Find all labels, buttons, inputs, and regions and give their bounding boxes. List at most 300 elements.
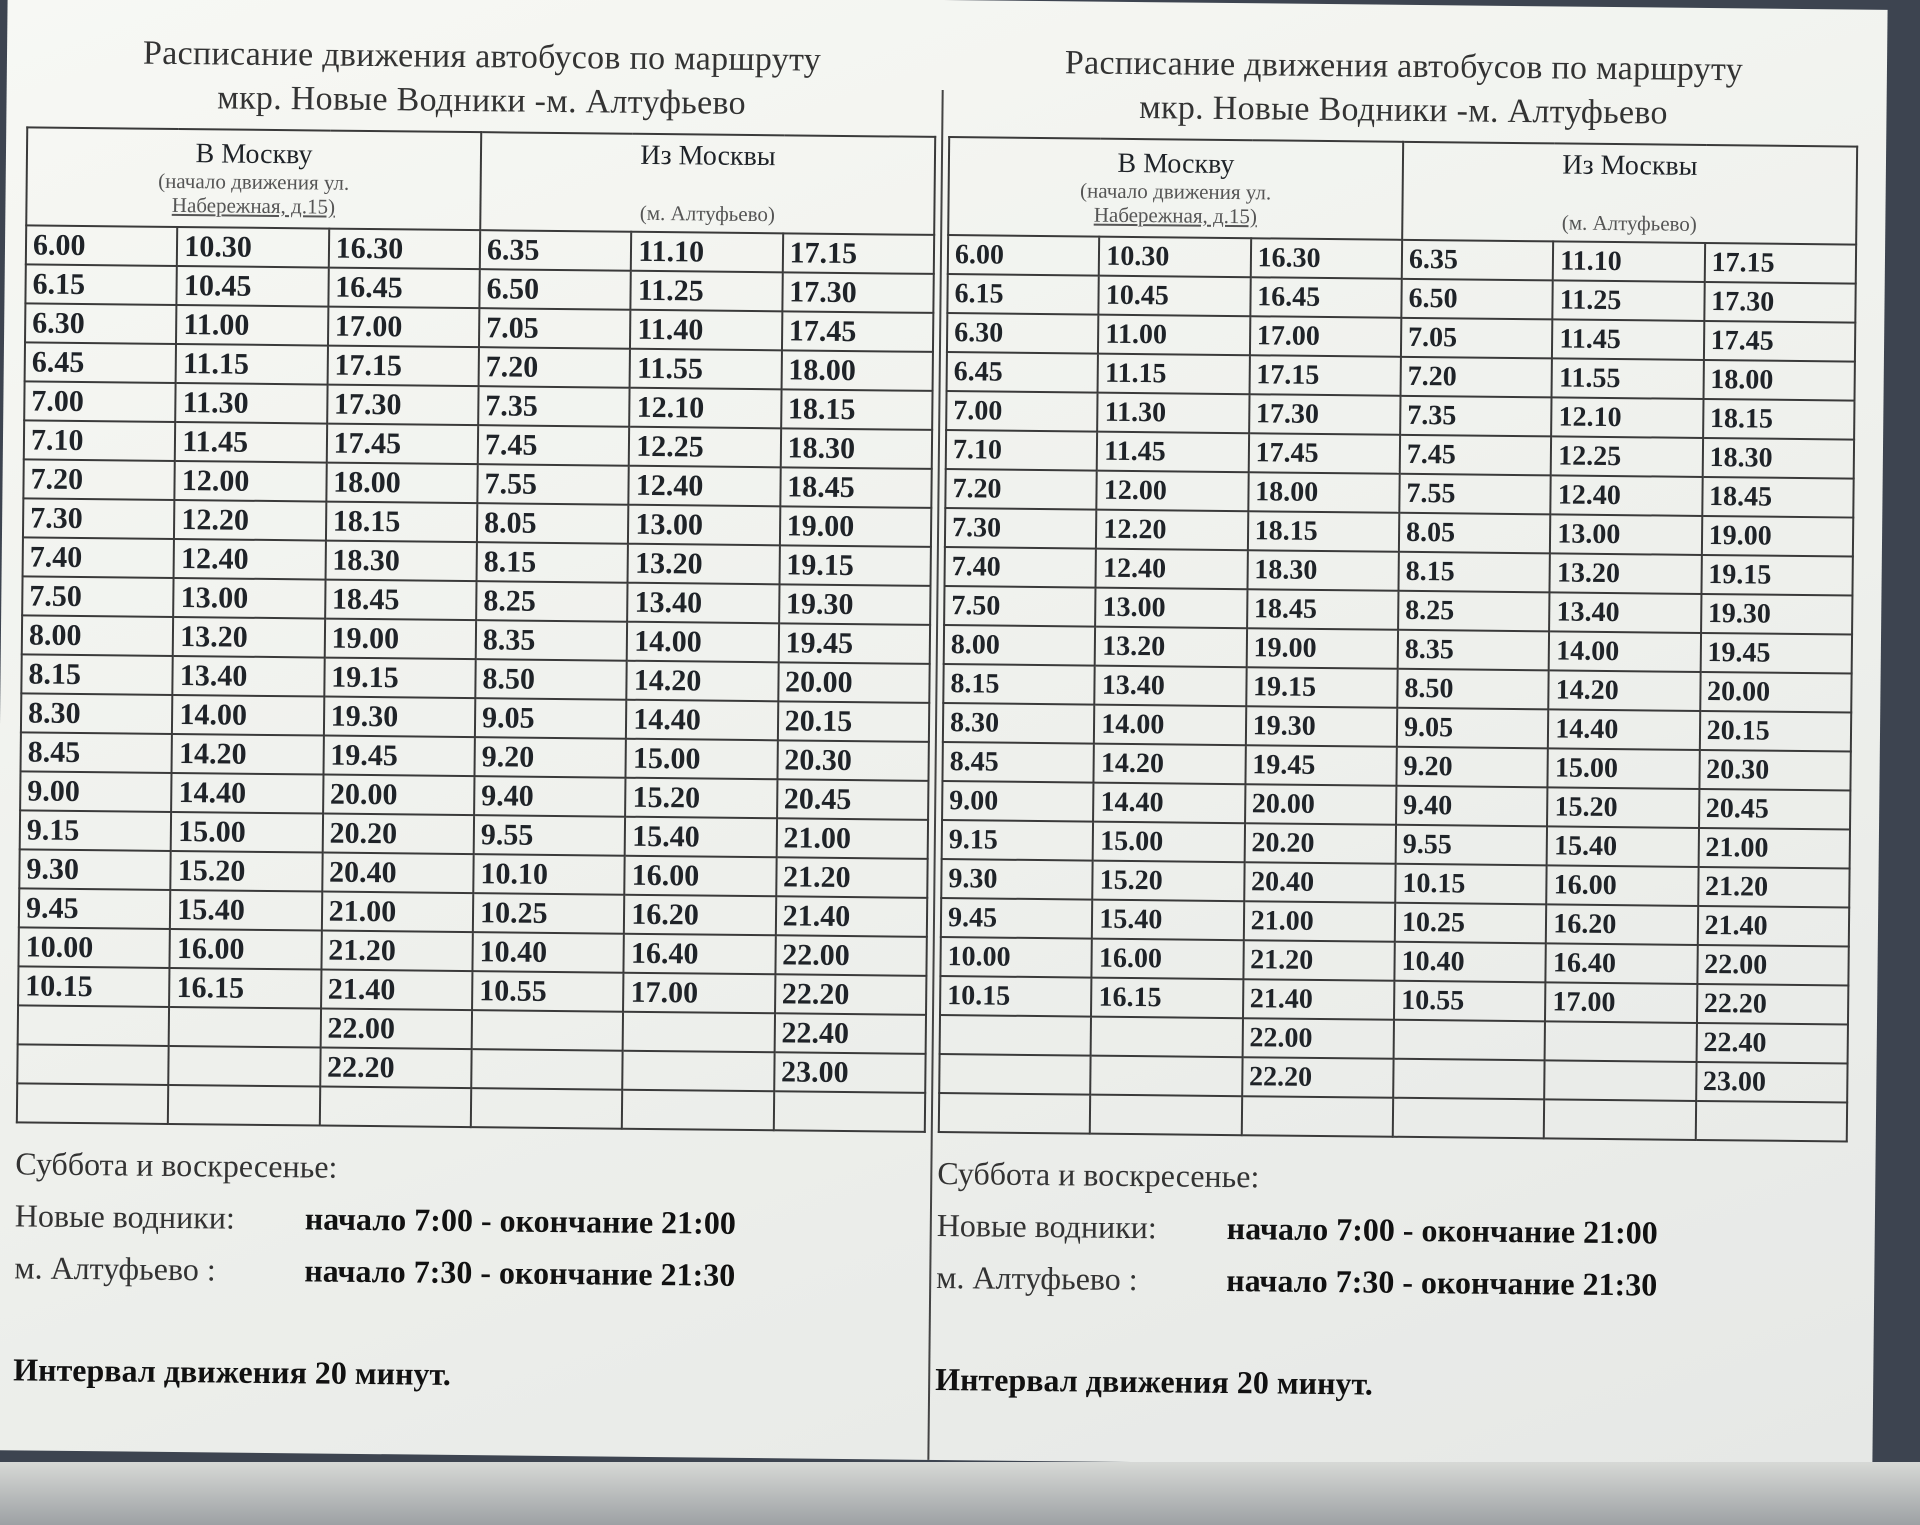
from-moscow-time-cell: 15.20 (625, 778, 777, 819)
to-moscow-time-cell: 15.00 (1093, 822, 1245, 863)
from-moscow-time-cell (623, 1012, 775, 1053)
to-moscow-time-cell: 18.15 (326, 502, 478, 543)
from-moscow-time-cell: 23.00 (774, 1052, 926, 1093)
to-moscow-time-cell: 13.40 (1095, 666, 1247, 707)
from-moscow-time-cell: 12.25 (629, 427, 781, 468)
from-moscow-time-cell: 20.15 (1699, 711, 1851, 752)
to-moscow-time-cell: 11.00 (1098, 315, 1250, 356)
to-moscow-time-cell: 21.40 (1243, 979, 1395, 1020)
to-moscow-time-cell: 7.50 (22, 576, 174, 617)
from-moscow-time-cell: 14.00 (627, 622, 779, 663)
from-moscow-time-cell: 19.45 (778, 623, 930, 664)
to-moscow-time-cell: 13.00 (173, 578, 325, 619)
to-moscow-time-cell: 20.00 (323, 775, 475, 816)
to-moscow-time-cell: 8.30 (943, 703, 1095, 744)
from-moscow-time-cell: 15.40 (625, 817, 777, 858)
to-moscow-time-cell: 22.00 (1242, 1018, 1394, 1059)
weekend-row2-value: начало 7:30 - окончание 21:30 (1226, 1262, 1658, 1303)
from-moscow-time-cell: 11.10 (1553, 241, 1705, 282)
empty-cell (17, 1083, 169, 1124)
from-moscow-time-cell: 9.55 (1396, 825, 1548, 866)
to-moscow-time-cell: 12.40 (174, 539, 326, 580)
to-moscow-time-cell: 18.00 (326, 463, 478, 504)
from-moscow-time-cell: 13.00 (1550, 514, 1702, 555)
to-moscow-time-cell: 8.00 (944, 625, 1096, 666)
from-moscow-time-cell: 21.20 (1698, 867, 1850, 908)
empty-cell (1090, 1095, 1242, 1136)
from-moscow-time-cell: 12.25 (1551, 436, 1703, 477)
from-moscow-time-cell: 13.20 (1550, 553, 1702, 594)
to-moscow-time-cell: 13.20 (173, 617, 325, 658)
to-moscow-time-cell: 6.15 (947, 274, 1099, 315)
from-moscow-time-cell: 13.40 (627, 583, 779, 624)
from-moscow-time-cell: 18.45 (780, 467, 932, 508)
to-moscow-time-cell: 11.30 (176, 383, 328, 424)
to-moscow-time-cell: 7.10 (946, 430, 1098, 471)
title-line-2: мкр. Новые Водники -м. Алтуфьево (1139, 89, 1669, 132)
from-moscow-time-cell: 6.35 (1402, 240, 1554, 281)
from-moscow-time-cell (1545, 1021, 1697, 1062)
from-moscow-time-cell: 11.40 (630, 310, 782, 351)
to-moscow-time-cell: 20.40 (322, 853, 474, 894)
from-moscow-time-cell: 17.45 (782, 311, 934, 352)
from-moscow-time-cell: 8.25 (476, 581, 628, 622)
to-moscow-time-cell: 18.00 (1248, 472, 1400, 513)
to-moscow-label: В Москву (195, 138, 313, 171)
to-moscow-time-cell: 17.00 (1250, 316, 1402, 357)
to-moscow-time-cell: 14.00 (172, 695, 324, 736)
weekend-row2-label: м. Алтуфьево : (936, 1258, 1138, 1298)
from-moscow-time-cell: 14.20 (1549, 670, 1701, 711)
from-moscow-time-cell: 12.10 (1551, 397, 1703, 438)
from-moscow-time-cell: 21.20 (776, 857, 928, 898)
from-moscow-time-cell: 7.35 (1400, 396, 1552, 437)
from-moscow-time-cell: 19.45 (1700, 633, 1852, 674)
empty-cell (1695, 1101, 1847, 1142)
to-moscow-time-cell: 17.45 (326, 424, 478, 465)
to-moscow-time-cell: 6.30 (947, 313, 1099, 354)
from-moscow-time-cell: 11.55 (1552, 358, 1704, 399)
from-moscow-time-cell: 10.55 (1394, 981, 1546, 1022)
weekend-row2-label: м. Алтуфьево : (14, 1249, 216, 1288)
to-moscow-time-cell: 17.00 (328, 307, 480, 348)
weekend-heading: Суббота и воскресенье: (15, 1145, 338, 1185)
to-moscow-time-cell: 21.20 (321, 931, 473, 972)
to-moscow-time-cell: 6.00 (26, 225, 178, 266)
from-moscow-time-cell: 10.55 (472, 971, 624, 1012)
to-moscow-time-cell: 20.20 (322, 814, 474, 855)
to-moscow-time-cell: 16.30 (1250, 238, 1402, 279)
to-moscow-time-cell: 15.20 (171, 851, 323, 892)
to-moscow-time-cell: 16.45 (1250, 277, 1402, 318)
from-moscow-time-cell: 10.25 (1395, 903, 1547, 944)
to-moscow-time-cell: 19.45 (323, 736, 475, 777)
empty-cell (1241, 1096, 1393, 1137)
from-moscow-time-cell (623, 1051, 775, 1092)
to-moscow-time-cell: 18.15 (1248, 511, 1400, 552)
to-moscow-time-cell: 7.40 (945, 547, 1097, 588)
interval-note: Интервал движения 20 минут. (935, 1360, 1373, 1402)
empty-cell (939, 1093, 1091, 1134)
empty-cell (1544, 1099, 1696, 1140)
weekend-row1-label: Новые водники: (936, 1206, 1157, 1246)
to-moscow-time-cell: 10.45 (177, 266, 329, 307)
to-moscow-time-cell: 10.15 (18, 966, 170, 1007)
to-moscow-time-cell: 19.00 (324, 619, 476, 660)
weekend-row1-label: Новые водники: (14, 1197, 236, 1236)
from-moscow-sub: (м. Алтуфьево) (1561, 210, 1697, 236)
from-moscow-time-cell: 15.00 (1548, 748, 1700, 789)
from-moscow-time-cell: 9.20 (1396, 747, 1548, 788)
to-moscow-time-cell: 10.00 (940, 937, 1092, 978)
from-moscow-time-cell: 22.40 (1696, 1023, 1848, 1064)
to-moscow-time-cell: 20.00 (1245, 784, 1397, 825)
from-moscow-time-cell: 7.35 (478, 386, 630, 427)
from-moscow-time-cell: 16.00 (625, 856, 777, 897)
to-moscow-time-cell: 9.15 (942, 820, 1094, 861)
to-moscow-time-cell: 9.45 (941, 898, 1093, 939)
to-moscow-time-cell (940, 1015, 1092, 1056)
from-moscow-time-cell: 18.00 (1703, 360, 1855, 401)
from-moscow-time-cell: 19.00 (780, 506, 932, 547)
to-moscow-time-cell: 19.15 (1246, 667, 1398, 708)
interval-note: Интервал движения 20 минут. (13, 1351, 452, 1392)
from-moscow-time-cell: 21.40 (775, 896, 927, 937)
to-moscow-time-cell: 20.40 (1244, 862, 1396, 903)
to-moscow-time-cell: 10.00 (18, 927, 170, 968)
from-moscow-time-cell: 14.40 (626, 700, 778, 741)
to-moscow-time-cell: 12.00 (175, 461, 327, 502)
from-moscow-time-cell: 7.05 (1401, 318, 1553, 359)
to-moscow-time-cell: 12.40 (1096, 549, 1248, 590)
to-moscow-time-cell: 16.15 (169, 968, 321, 1009)
to-moscow-time-cell: 14.20 (172, 734, 324, 775)
from-moscow-time-cell: 9.40 (1396, 786, 1548, 827)
from-moscow-time-cell: 19.30 (779, 584, 931, 625)
to-moscow-time-cell (1091, 1017, 1243, 1058)
to-moscow-time-cell: 8.45 (942, 742, 1094, 783)
from-moscow-time-cell: 7.55 (477, 464, 629, 505)
to-moscow-time-cell: 7.00 (24, 381, 176, 422)
to-moscow-label: В Москву (1117, 147, 1235, 181)
to-moscow-time-cell: 6.45 (25, 342, 177, 383)
from-moscow-time-cell: 6.35 (480, 230, 632, 271)
to-moscow-time-cell: 18.45 (1247, 589, 1399, 630)
to-moscow-time-cell: 12.20 (174, 500, 326, 541)
from-moscow-time-cell (471, 1049, 623, 1090)
to-moscow-time-cell: 18.45 (325, 580, 477, 621)
to-moscow-time-cell (169, 1046, 321, 1087)
to-moscow-time-cell: 16.00 (170, 929, 322, 970)
to-moscow-time-cell: 7.30 (945, 508, 1097, 549)
to-moscow-time-cell: 10.15 (940, 976, 1092, 1017)
to-moscow-time-cell: 8.45 (21, 732, 173, 773)
from-moscow-time-cell: 9.05 (475, 698, 627, 739)
from-moscow-time-cell: 8.15 (477, 542, 629, 583)
to-moscow-time-cell: 8.15 (21, 654, 173, 695)
from-moscow-time-cell: 9.55 (474, 815, 626, 856)
to-moscow-time-cell: 22.20 (320, 1048, 472, 1089)
from-moscow-time-cell: 16.40 (624, 934, 776, 975)
to-moscow-time-cell: 17.30 (327, 385, 479, 426)
from-moscow-time-cell: 19.15 (779, 545, 931, 586)
title-line-1: Расписание движения автобусов по маршруту (1064, 44, 1744, 89)
from-moscow-time-cell: 20.30 (1699, 750, 1851, 791)
to-moscow-time-cell: 10.30 (1099, 237, 1251, 278)
from-moscow-time-cell: 21.40 (1697, 906, 1849, 947)
from-moscow-time-cell: 10.15 (1395, 864, 1547, 905)
from-moscow-time-cell: 15.00 (626, 739, 778, 780)
from-moscow-time-cell: 11.25 (1553, 280, 1705, 321)
to-moscow-time-cell: 6.30 (25, 303, 177, 344)
from-moscow-header (480, 132, 935, 235)
from-moscow-time-cell: 6.50 (479, 269, 631, 310)
from-moscow-time-cell: 16.40 (1546, 943, 1698, 984)
from-moscow-time-cell: 22.00 (775, 935, 927, 976)
to-moscow-time-cell: 15.40 (1092, 900, 1244, 941)
from-moscow-time-cell: 14.00 (1549, 631, 1701, 672)
from-moscow-time-cell: 7.45 (1400, 435, 1552, 476)
from-moscow-time-cell: 18.30 (1702, 438, 1854, 479)
to-moscow-time-cell: 17.15 (327, 346, 479, 387)
to-moscow-time-cell: 22.20 (1242, 1057, 1394, 1098)
to-moscow-time-cell (939, 1054, 1091, 1095)
empty-cell (168, 1085, 320, 1126)
from-moscow-time-cell: 20.45 (1699, 789, 1851, 830)
from-moscow-time-cell: 18.15 (1703, 399, 1855, 440)
to-moscow-sub-1: (начало движения ул. (158, 168, 350, 195)
from-moscow-time-cell: 18.00 (781, 350, 933, 391)
from-moscow-time-cell: 7.55 (1399, 474, 1551, 515)
from-moscow-time-cell (1544, 1060, 1696, 1101)
from-moscow-time-cell: 7.20 (479, 347, 631, 388)
to-moscow-time-cell: 7.20 (23, 459, 175, 500)
to-moscow-time-cell: 20.20 (1244, 823, 1396, 864)
from-moscow-time-cell: 8.35 (1398, 630, 1550, 671)
to-moscow-header (26, 127, 481, 230)
to-moscow-time-cell: 11.15 (176, 344, 328, 385)
from-moscow-time-cell: 20.30 (777, 740, 929, 781)
from-moscow-time-cell: 16.20 (1546, 904, 1698, 945)
from-moscow-time-cell: 19.30 (1701, 594, 1853, 635)
to-moscow-time-cell: 19.45 (1245, 745, 1397, 786)
to-moscow-time-cell: 9.15 (20, 810, 172, 851)
from-moscow-time-cell: 20.00 (778, 662, 930, 703)
to-moscow-time-cell: 19.00 (1246, 628, 1398, 669)
from-moscow-time-cell: 17.00 (1545, 982, 1697, 1023)
from-moscow-time-cell: 17.00 (623, 973, 775, 1014)
from-moscow-time-cell: 10.40 (1394, 942, 1546, 983)
from-moscow-time-cell: 8.50 (1397, 669, 1549, 710)
to-moscow-time-cell (17, 1044, 169, 1085)
to-moscow-time-cell: 6.45 (947, 352, 1099, 393)
from-moscow-time-cell: 7.45 (478, 425, 630, 466)
weekend-row1-value: начало 7:00 - окончание 21:00 (304, 1200, 737, 1241)
to-moscow-time-cell: 15.00 (171, 812, 323, 853)
to-moscow-time-cell: 11.30 (1097, 393, 1249, 434)
from-moscow-time-cell: 14.40 (1548, 709, 1700, 750)
from-moscow-time-cell: 21.00 (1698, 828, 1850, 869)
to-moscow-time-cell: 8.00 (22, 615, 174, 656)
to-moscow-sub-2: Набережная, д.15) (1093, 202, 1258, 229)
from-moscow-time-cell: 13.00 (628, 505, 780, 546)
from-moscow-time-cell: 23.00 (1696, 1062, 1848, 1103)
from-moscow-time-cell: 10.40 (472, 932, 624, 973)
to-moscow-time-cell: 14.40 (1093, 783, 1245, 824)
from-moscow-header (1402, 142, 1857, 245)
from-moscow-time-cell: 8.05 (1399, 513, 1551, 554)
to-moscow-time-cell: 17.30 (1249, 394, 1401, 435)
from-moscow-time-cell: 11.45 (1552, 319, 1704, 360)
from-moscow-time-cell: 18.45 (1702, 477, 1854, 518)
from-moscow-time-cell: 12.40 (629, 466, 781, 507)
to-moscow-time-cell: 13.40 (173, 656, 325, 697)
from-moscow-sub: (м. Алтуфьево) (639, 200, 776, 227)
to-moscow-time-cell: 19.30 (1246, 706, 1398, 747)
to-moscow-time-cell: 7.30 (23, 498, 175, 539)
to-moscow-header (948, 137, 1403, 240)
from-moscow-time-cell: 11.55 (630, 349, 782, 390)
to-moscow-time-cell: 11.00 (176, 305, 328, 346)
to-moscow-time-cell: 12.00 (1097, 471, 1249, 512)
to-moscow-time-cell (169, 1007, 321, 1048)
empty-cell (773, 1091, 925, 1132)
from-moscow-time-cell: 15.20 (1547, 787, 1699, 828)
from-moscow-time-cell: 8.25 (1398, 591, 1550, 632)
to-moscow-time-cell: 7.00 (946, 391, 1098, 432)
to-moscow-time-cell: 9.00 (942, 781, 1094, 822)
from-moscow-time-cell: 20.15 (778, 701, 930, 742)
empty-cell (319, 1087, 471, 1128)
to-moscow-sub-2: Набережная, д.15) (171, 192, 336, 219)
from-moscow-time-cell: 9.20 (474, 737, 626, 778)
to-moscow-time-cell: 21.00 (322, 892, 474, 933)
to-moscow-time-cell: 22.00 (320, 1009, 472, 1050)
to-moscow-time-cell: 9.00 (20, 771, 172, 812)
to-moscow-time-cell: 19.15 (324, 658, 476, 699)
from-moscow-time-cell: 7.05 (479, 308, 631, 349)
to-moscow-time-cell: 7.20 (945, 469, 1097, 510)
to-moscow-time-cell: 11.45 (175, 422, 327, 463)
from-moscow-time-cell: 7.20 (1401, 357, 1553, 398)
schedule-title (26, 30, 937, 128)
to-moscow-time-cell: 21.40 (321, 970, 473, 1011)
from-moscow-time-cell: 20.45 (777, 779, 929, 820)
to-moscow-time-cell: 15.40 (170, 890, 322, 931)
from-moscow-time-cell: 22.20 (775, 974, 927, 1015)
from-moscow-time-cell: 21.00 (776, 818, 928, 859)
from-moscow-time-cell: 8.15 (1398, 552, 1550, 593)
to-moscow-time-cell: 14.40 (171, 773, 323, 814)
timetable-left (13, 30, 937, 1404)
title-line-2: мкр. Новые Водники -м. Алтуфьево (217, 79, 747, 122)
from-moscow-time-cell: 18.30 (780, 428, 932, 469)
to-moscow-time-cell: 9.45 (19, 888, 171, 929)
to-moscow-time-cell: 7.50 (944, 586, 1096, 627)
from-moscow-time-cell: 17.15 (782, 233, 934, 274)
from-moscow-label: Из Москвы (640, 139, 776, 173)
to-moscow-time-cell: 7.40 (23, 537, 175, 578)
to-moscow-time-cell: 11.15 (1098, 354, 1250, 395)
to-moscow-time-cell: 19.30 (324, 697, 476, 738)
to-moscow-time-cell: 9.30 (19, 849, 171, 890)
to-moscow-time-cell: 6.15 (25, 264, 177, 305)
from-moscow-time-cell: 22.00 (1697, 945, 1849, 986)
from-moscow-time-cell: 9.40 (474, 776, 626, 817)
from-moscow-time-cell: 20.00 (1700, 672, 1852, 713)
to-moscow-time-cell: 14.20 (1094, 744, 1246, 785)
to-moscow-time-cell: 7.10 (24, 420, 176, 461)
weekend-row2-value: начало 7:30 - окончание 21:30 (304, 1252, 736, 1293)
schedule-table (16, 126, 936, 1132)
from-moscow-time-cell (472, 1010, 624, 1051)
from-moscow-time-cell: 12.10 (629, 388, 781, 429)
from-moscow-time-cell: 9.05 (1397, 708, 1549, 749)
paper-bottom-edge (0, 1462, 1920, 1525)
to-moscow-time-cell: 15.20 (1093, 861, 1245, 902)
from-moscow-time-cell: 19.15 (1701, 555, 1853, 596)
from-moscow-time-cell: 16.20 (624, 895, 776, 936)
to-moscow-time-cell: 16.30 (328, 229, 480, 270)
title-line-1: Расписание движения автобусов по маршруту (142, 34, 822, 79)
from-moscow-time-cell: 8.35 (476, 620, 628, 661)
to-moscow-time-cell: 8.30 (21, 693, 173, 734)
to-moscow-time-cell: 13.00 (1095, 588, 1247, 629)
to-moscow-time-cell: 21.00 (1243, 901, 1395, 942)
to-moscow-time-cell: 10.45 (1099, 276, 1251, 317)
from-moscow-time-cell: 6.50 (1401, 279, 1553, 320)
from-moscow-time-cell: 22.20 (1697, 984, 1849, 1025)
from-moscow-time-cell: 13.40 (1549, 592, 1701, 633)
to-moscow-time-cell: 12.20 (1096, 510, 1248, 551)
from-moscow-time-cell: 10.25 (473, 893, 625, 934)
from-moscow-label: Из Москвы (1562, 149, 1698, 182)
from-moscow-time-cell: 15.40 (1547, 826, 1699, 867)
from-moscow-time-cell: 10.10 (473, 854, 625, 895)
to-moscow-time-cell: 18.30 (1247, 550, 1399, 591)
to-moscow-time-cell (1091, 1056, 1243, 1097)
empty-cell (1393, 1098, 1545, 1139)
to-moscow-time-cell: 9.30 (941, 859, 1093, 900)
from-moscow-time-cell: 22.40 (774, 1013, 926, 1054)
from-moscow-time-cell: 14.20 (627, 661, 779, 702)
from-moscow-time-cell: 18.15 (781, 389, 933, 430)
to-moscow-time-cell: 16.15 (1091, 978, 1243, 1019)
to-moscow-time-cell: 16.00 (1092, 939, 1244, 980)
from-moscow-time-cell (1394, 1020, 1546, 1061)
to-moscow-time-cell: 14.00 (1094, 705, 1246, 746)
from-moscow-time-cell: 16.00 (1547, 865, 1699, 906)
table-row-empty (17, 1083, 925, 1132)
to-moscow-time-cell: 21.20 (1243, 940, 1395, 981)
schedule-title (948, 40, 1859, 138)
timetable-right (935, 40, 1859, 1414)
weekend-info (13, 1137, 926, 1405)
to-moscow-time-cell: 13.20 (1095, 627, 1247, 668)
empty-cell (471, 1088, 623, 1129)
to-moscow-time-cell: 17.45 (1248, 433, 1400, 474)
weekend-row1-value: начало 7:00 - окончание 21:00 (1226, 1210, 1658, 1251)
from-moscow-time-cell: 17.30 (782, 272, 934, 313)
to-moscow-time-cell: 6.00 (948, 235, 1100, 276)
to-moscow-sub-1: (начало движения ул. (1079, 178, 1272, 205)
to-moscow-time-cell: 10.30 (177, 227, 329, 268)
to-moscow-time-cell: 18.30 (325, 541, 477, 582)
from-moscow-time-cell: 19.00 (1702, 516, 1854, 557)
schedule-table (938, 136, 1858, 1142)
from-moscow-time-cell: 13.20 (628, 544, 780, 585)
table-row-empty (939, 1093, 1847, 1142)
